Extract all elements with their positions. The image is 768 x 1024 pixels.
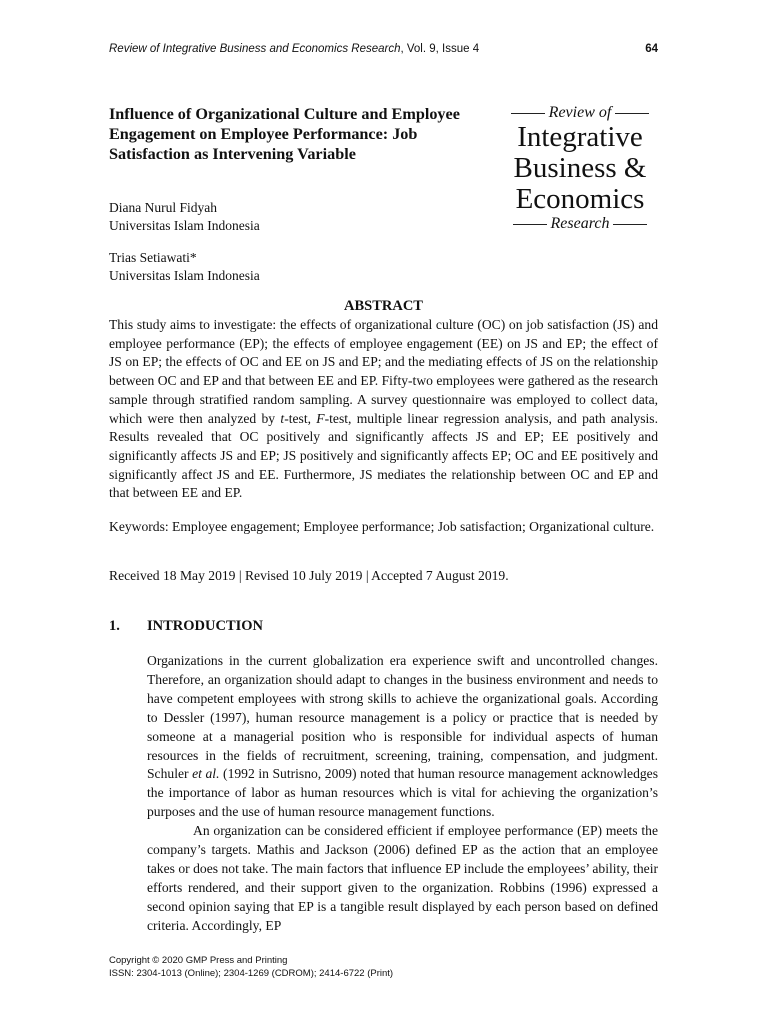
logo-top-text: Review of bbox=[548, 104, 612, 121]
abstract-text bbox=[109, 316, 658, 503]
page-number: 64 bbox=[645, 43, 658, 55]
abstract-part: -test, multiple linear regression analysis, and path analysis. Results revealed that OC positively and significantly affects JS and EP; EE positively and significantly affects JS and EP; JS positively and significantly affects EP; OC and EE positively and significantly affect JS and EE. Furthermore, JS mediates the relationship between OC and EP and that between EE and EP. bbox=[109, 410, 658, 501]
journal-name: Review of Integrative Business and Economics Research bbox=[109, 43, 401, 55]
author-affiliation: Universitas Islam Indonesia bbox=[109, 218, 260, 233]
issn-line: ISSN: 2304-1013 (Online); 2304-1269 (CDROM); 2414-6722 (Print) bbox=[109, 967, 394, 979]
abstract-f-italic: F bbox=[316, 410, 325, 426]
author-name: Trias Setiawati* bbox=[109, 250, 197, 265]
logo-bottom-rule bbox=[500, 215, 660, 233]
abstract-part: This study aims to investigate: the effects of organizational culture (OC) on job satisfaction (JS) and employee performance (EP); the effects of employee engagement (EE) on JS and EP; the effect of JS on EP; the effects of OC and EE on JS and EP; and the mediating effects of JS on the relationship between OC and EP and that between EE and EP. Fifty-two employees were gathered as the research sample through stratified random sampling. A survey questionnaire was employed to collect data, which were then analyzed by bbox=[109, 317, 658, 426]
section-number: 1. bbox=[109, 618, 120, 634]
abstract-t-italic: t bbox=[280, 410, 285, 426]
paragraph-part: Organizations in the current globalization era experience swift and uncontrolled changes. Therefore, an organization should adapt to changes in the business environment and needs to have competent employees with strong skills to achieve the organizational goals. According to Dessler (1997), human resource management is a policy or practice that is needed by someone at a managerial position who is responsible for individual aspects of human resources in the fields of recruitment, screening, training, compensation, and judgment. Schuler bbox=[147, 653, 658, 782]
paragraph-part: (1992 in Sutrisno, 2009) noted that human resource management acknowledges the importance of labor as human resources which is vital for achieving the organization’s purposes and the use of human resource management functions. bbox=[147, 766, 658, 820]
section-heading bbox=[109, 618, 263, 635]
journal-logo bbox=[500, 104, 660, 233]
logo-line-3: Economics bbox=[515, 183, 645, 215]
etal-italic: et al. bbox=[192, 766, 220, 782]
received-dates: Received 18 May 2019 | Revised 10 July 2019 | Accepted 7 August 2019. bbox=[109, 568, 509, 583]
intro-paragraph-1 bbox=[147, 652, 658, 822]
logo-line-1: Integrative bbox=[517, 121, 643, 153]
logo-bottom-text: Research bbox=[550, 215, 610, 232]
intro-paragraph-2: An organization can be considered efficient if employee performance (EP) meets the company’s targets. Mathis and Jackson (2006) defined EP as the action that an employee takes or does not take. The main factors that influence EP include the employees’ ability, their efforts rendered, and their support given to the organization. Robbins (1996) expressed a second opinion saying that EP is a tangible result displayed by each person based on defined criteria. Accordingly, EP bbox=[147, 823, 658, 933]
logo-top-rule bbox=[500, 104, 660, 122]
intro-body bbox=[147, 652, 658, 936]
paper-title: Influence of Organizational Culture and Employee Engagement on Employee Performance: Job Satisfaction as Intervening Variable bbox=[109, 105, 460, 163]
author-block-1 bbox=[109, 199, 260, 235]
section-title: INTRODUCTION bbox=[147, 618, 264, 634]
journal-citation bbox=[109, 43, 479, 55]
page-footer bbox=[109, 955, 393, 980]
logo-line-2: Business & bbox=[513, 152, 647, 184]
abstract-part: -test, bbox=[284, 410, 317, 426]
keywords: Keywords: Employee engagement; Employee performance; Job satisfaction; Organizational culture. bbox=[109, 519, 655, 534]
author-affiliation: Universitas Islam Indonesia bbox=[109, 268, 260, 283]
running-header bbox=[109, 43, 658, 55]
abstract-heading: ABSTRACT bbox=[344, 298, 423, 314]
journal-volume: , Vol. 9, Issue 4 bbox=[400, 43, 480, 55]
author-block-2 bbox=[109, 249, 260, 285]
copyright-line: Copyright © 2020 GMP Press and Printing bbox=[109, 955, 288, 966]
author-name: Diana Nurul Fidyah bbox=[109, 200, 217, 215]
